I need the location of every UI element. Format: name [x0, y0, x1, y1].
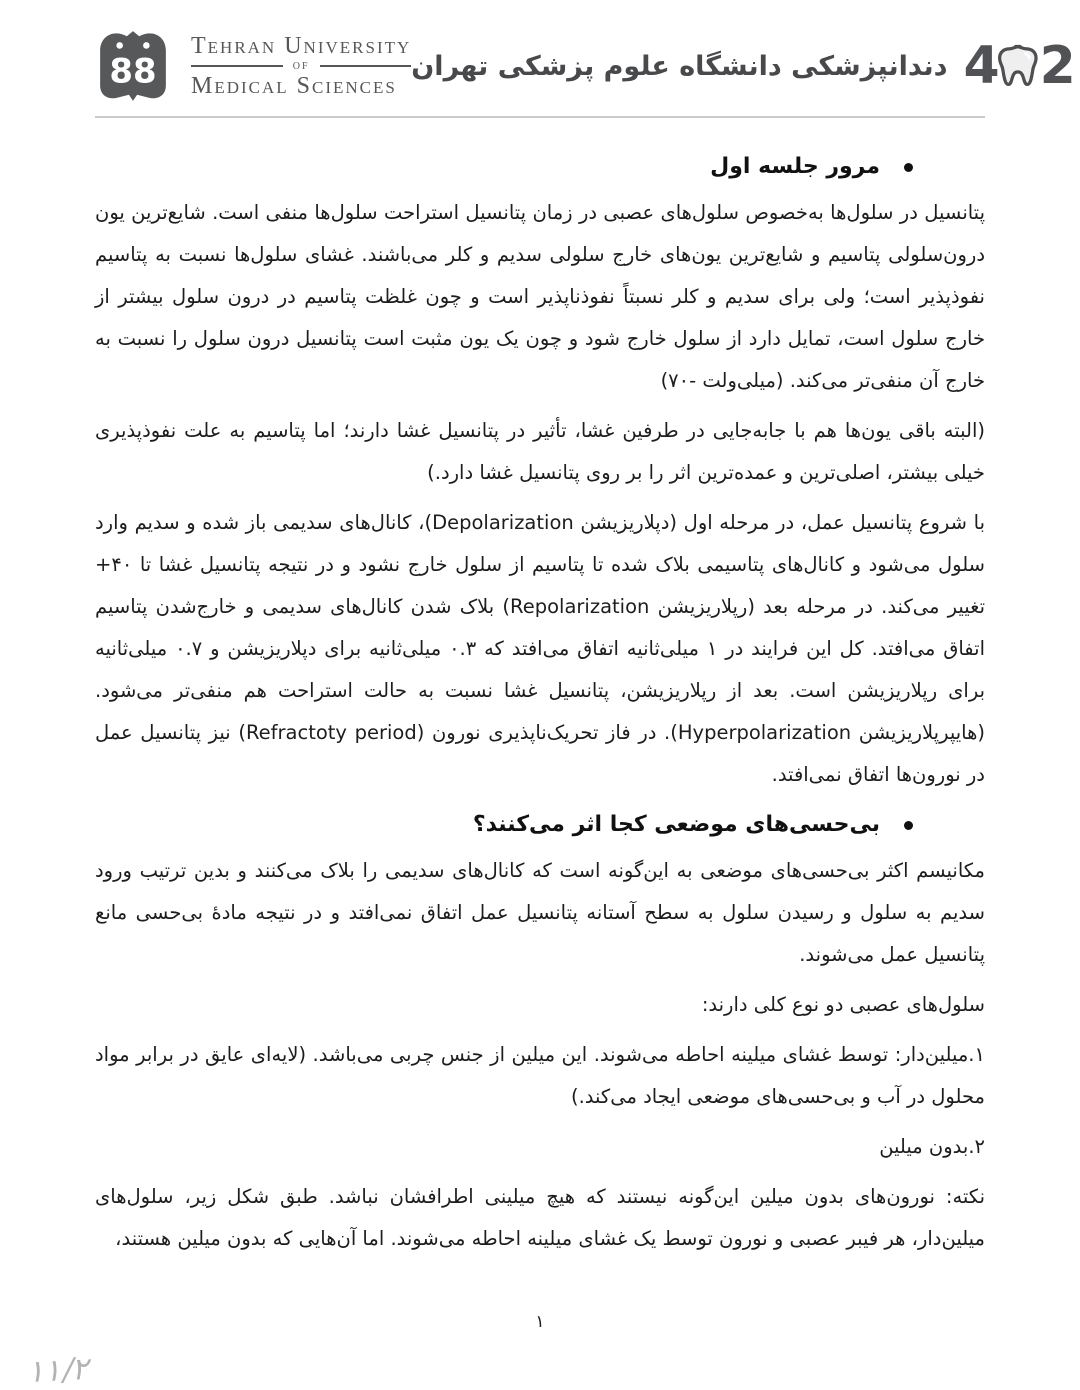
p3-part2: تغییر می‌کند. در مرحله بعد (رپلاریزیشن Repolarization) بلاک شدن کانال‌های سدیمی و خارج‌شدن پتاسیم اتفاق می‌افتد. کل این فرایند در ۱ میلی‌ثانیه اتفاق می‌افتد که ۰.۳ میلی‌ثانیه برای دپلاریزیشن و ۰.۷ میلی‌ثانیه برای رپلاریزیشن است. بعد از رپلاریزیشن، پتانسیل غشا نسبت به حالت استراحت هم منفی‌تر می‌شود. (هایپرپلاریزیشن Hyperpolarization). در فاز تحریک‌ناپذیری نورون (Refractoty period) نیز پتانسیل عمل در نورون‌ها اتفاق نمی‌افتد. [95, 595, 985, 786]
bullet-icon [904, 163, 913, 172]
wordmark-line2: Medical Sciences [191, 73, 397, 99]
wordmark-of-divider [191, 59, 411, 73]
p3-plus40-value: +۴۰ [95, 553, 133, 576]
footer-corner-mark: ۱۱/۲ [26, 1350, 95, 1390]
wordmark-line1: Tehran University [191, 33, 412, 59]
p7-text: ۲.بدون میلین [879, 1135, 985, 1158]
paragraph-myelin-note [95, 1176, 985, 1260]
p3-part1: با شروع پتانسیل عمل، در مرحله اول (دپلاریزیشن Depolarization)، کانال‌های سدیمی باز شده و سدیم وارد سلول می‌شود و کانال‌های پتاسیمی بلاک شده تا پتاسیم از سلول خارج نشود و در نتیجه پتانسیل غشا تا [95, 511, 985, 576]
section-heading-review [95, 152, 985, 182]
p1-text: پتانسیل در سلول‌ها به‌خصوص سلول‌های عصبی در زمان پتانسیل استراحت سلول‌ها منفی است. شایع‌ترین یون درون‌سلولی پتاسیم و شایع‌ترین یون‌های خارج سلولی سدیم و کلر می‌باشند. غشای سلول‌ها نسبت به پتاسیم نفوذپذیر است؛ ولی برای سدیم و کلر نسبتاً نفوذناپذیر است و چون غلظت پتاسیم در درون سلول بیشتر از خارج سلول است، تمایل دارد از سلول خارج شود و چون یک یون مثبت است پتانسیل درون سلول را نسبت به خارج آن منفی‌تر می‌کند. [95, 201, 985, 392]
paragraph-ion-note [95, 410, 985, 494]
wordmark-of: of [292, 58, 310, 73]
heading-anesthetics-text: بی‌حسی‌های موضعی کجا اثر می‌کنند؟ [472, 812, 880, 837]
university-emblem-icon [95, 28, 171, 104]
paragraph-unmyelinated-type [95, 1126, 985, 1168]
document-body [0, 118, 1080, 1260]
svg-text:88: 88 [109, 51, 157, 91]
header-right-group [411, 36, 1076, 96]
page-header [0, 0, 1080, 118]
class-402-badge [963, 36, 1076, 96]
bullet-icon [904, 821, 913, 830]
paragraph-action-potential [95, 502, 985, 796]
badge-digit-4: 4 [963, 36, 1000, 96]
faculty-title: دندانپزشکی دانشگاه علوم پزشکی تهران [411, 50, 948, 82]
paragraph-myelinated-type [95, 1034, 985, 1118]
p5-text: سلول‌های عصبی دو نوع کلی دارند: [701, 993, 985, 1016]
of-left-rule [191, 65, 283, 67]
university-wordmark [191, 33, 411, 99]
section-heading-local-anesthetics [95, 810, 985, 840]
paragraph-anesthetic-mechanism [95, 850, 985, 976]
of-right-rule [320, 65, 412, 67]
tooth-icon [994, 39, 1046, 93]
paragraph-neuron-types-intro [95, 984, 985, 1026]
badge-digit-2: 2 [1039, 36, 1076, 96]
p1-millivolt-value: (۷۰- میلی‌ولت) [660, 369, 784, 392]
footer-page-number: ۱ [535, 1312, 545, 1332]
p8-text: نکته: نورون‌های بدون میلین این‌گونه نیستند که هیچ میلینی اطرافشان نباشد. طبق شکل زیر، سلول‌های میلین‌دار، هر فیبر عصبی و نورون توسط یک غشای میلینه احاطه می‌شوند. اما آن‌هایی که بدون میلین هستند، [95, 1185, 985, 1250]
p6-text: ۱.میلین‌دار: توسط غشای میلینه احاطه می‌شوند. این میلین از جنس چربی می‌باشد. (لایه‌ای عایق در برابر مواد محلول در آب و بی‌حسی‌های موضعی ایجاد می‌کند.) [95, 1043, 985, 1108]
heading-review-text: مرور جلسه اول [710, 154, 880, 179]
p4-text: مکانیسم اکثر بی‌حسی‌های موضعی به این‌گونه است که کانال‌های سدیمی را بلاک می‌کنند و بدین ترتیب ورود سدیم به سلول و رسیدن سلول به سطح آستانه پتانسیل عمل اتفاق نمی‌افتد و در نتیجه مادهٔ بی‌حسی مانع پتانسیل عمل می‌شوند. [95, 859, 985, 966]
p2-text: (البته باقی یون‌ها هم با جابه‌جایی در طرفین غشا، تأثیر در پتانسیل غشا دارند؛ اما پتاسیم به علت نفوذپذیری خیلی بیشتر، اصلی‌ترین و عمده‌ترین اثر را بر روی پتانسیل غشا دارد.) [95, 419, 985, 484]
paragraph-resting-potential [95, 192, 985, 402]
